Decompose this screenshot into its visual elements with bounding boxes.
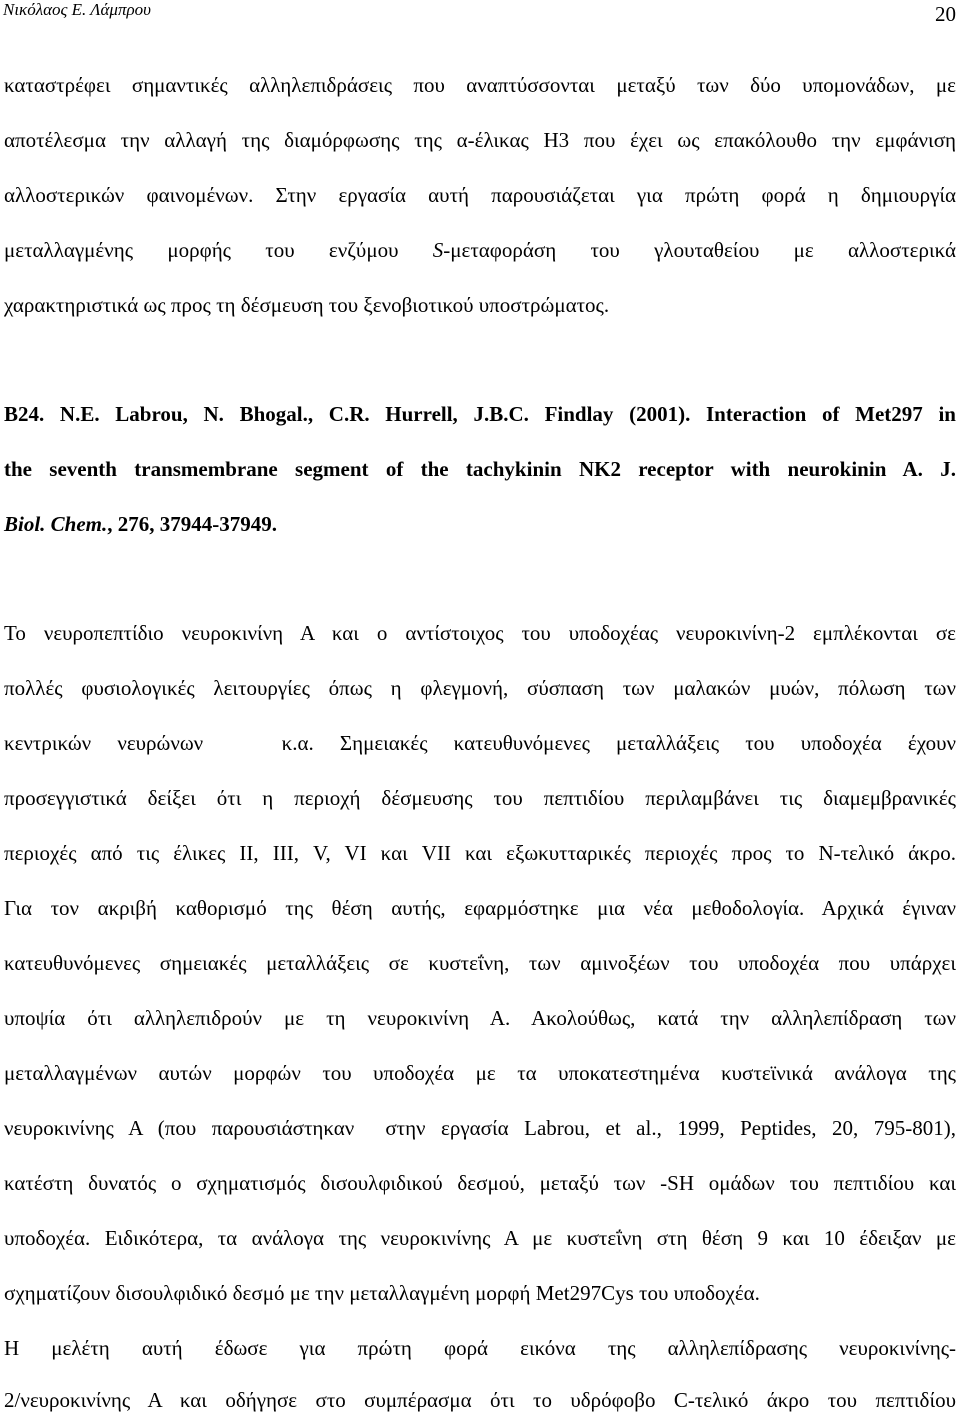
text-line: προσεγγιστικά δείξει ότι η περιοχή δέσμευσης του πεπτιδίου περιλαμβάνει τις διαμεμβρανικές xyxy=(4,786,956,810)
reference-citation: , 276, 37944-37949. xyxy=(107,512,278,536)
reference-line xyxy=(4,512,956,536)
text-line: σχηματίζουν δισουλφιδικό δεσμό με την μεταλλαγμένη μορφή Met297Cys του υποδοχέα. xyxy=(4,1281,760,1305)
text-run: μεταλλαγμένης μορφής του ενζύμου xyxy=(4,238,433,262)
text-line xyxy=(4,238,956,262)
text-line: Η μελέτη αυτή έδωσε για πρώτη φορά εικόνα της αλληλεπίδρασης νευροκινίνης- xyxy=(4,1336,956,1360)
header-author: Νικόλαος Ε. Λάμπρου xyxy=(3,0,151,19)
reference-line: the seventh transmembrane segment of the tachykinin NK2 receptor with neurokinin A. J. xyxy=(4,457,956,481)
text-line: νευροκινίνης Α (που παρουσιάστηκαν στην εργασία Labrou, et al., 1999, Peptides, 20, 795-801), xyxy=(4,1116,956,1140)
text-line: κεντρικών νευρώνων κ.α. Σημειακές κατευθυνόμενες μεταλλάξεις του υποδοχέα έχουν xyxy=(4,731,956,755)
text-run: -μεταφοράση του γλουταθείου με αλλοστερικά xyxy=(443,238,956,262)
page-number: 20 xyxy=(935,2,956,26)
text-line: μεταλλαγμένων αυτών μορφών του υποδοχέα με τα υποκατεστημένα κυστεϊνικά ανάλογα της xyxy=(4,1061,956,1085)
text-line: χαρακτηριστικά ως προς τη δέσμευση του ξενοβιοτικού υποστρώματος. xyxy=(4,293,610,317)
text-line: Για τον ακριβή καθορισμό της θέση αυτής, εφαρμόστηκε μια νέα μεθοδολογία. Αρχικά έγιναν xyxy=(4,896,956,920)
journal-name: Biol. Chem. xyxy=(4,512,108,536)
text-line: υποδοχέα. Ειδικότερα, τα ανάλογα της νευροκινίνης Α με κυστεΐνη στη θέση 9 και 10 έδειξαν με xyxy=(4,1226,956,1250)
text-line: πολλές φυσιολογικές λειτουργίες όπως η φλεγμονή, σύσπαση των μαλακών μυών, πόλωση των xyxy=(4,676,956,700)
reference-line: B24. N.E. Labrou, N. Bhogal., C.R. Hurrell, J.B.C. Findlay (2001). Interaction of Met297 in xyxy=(4,402,956,426)
text-line: αποτέλεσμα την αλλαγή της διαμόρφωσης της α-έλικας Η3 που έχει ως επακόλουθο την εμφάνιση xyxy=(4,128,956,152)
text-line: καταστρέφει σημαντικές αλληλεπιδράσεις που αναπτύσσονται μεταξύ των δύο υπομονάδων, με xyxy=(4,73,956,97)
text-line: αλλοστερικών φαινομένων. Στην εργασία αυτή παρουσιάζεται για πρώτη φορά η δημιουργία xyxy=(4,183,956,207)
italic-s: S xyxy=(432,238,444,262)
text-line: 2/νευροκινίνης Α και οδήγησε στο συμπέρασμα ότι το υδρόφοβο C-τελικό άκρο του πεπτιδίου xyxy=(4,1388,956,1412)
text-line: περιοχές από τις έλικες ΙΙ, ΙΙΙ, V, VI και VII και εξωκυτταρικές περιοχές προς το Ν-τελικό άκρο. xyxy=(4,841,956,865)
text-line: κατέστη δυνατός ο σχηματισμός δισουλφιδικού δεσμού, μεταξύ των -SH ομάδων του πεπτιδίου και xyxy=(4,1171,956,1195)
text-line: υποψία ότι αλληλεπιδρούν με τη νευροκινίνη Α. Ακολούθως, κατά την αλληλεπίδραση των xyxy=(4,1006,956,1030)
text-line: Το νευροπεπτίδιο νευροκινίνη Α και ο αντίστοιχος του υποδοχέας νευροκινίνη-2 εμπλέκονται σε xyxy=(4,621,956,645)
text-line: κατευθυνόμενες σημειακές μεταλλάξεις σε κυστεΐνη, των αμινοξέων του υποδοχέα που υπάρχει xyxy=(4,951,956,975)
